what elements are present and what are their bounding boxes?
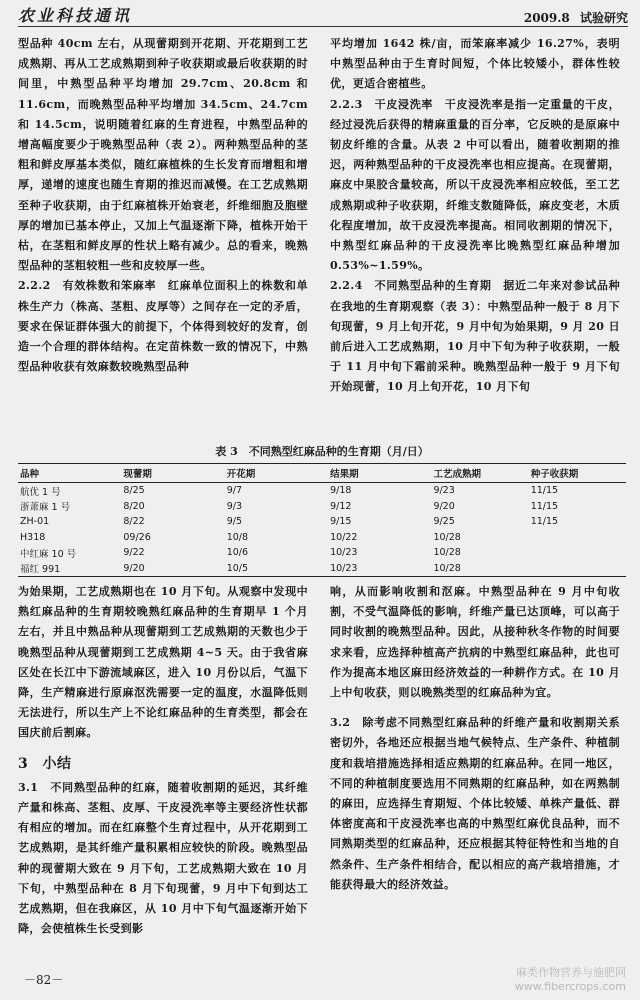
table-cell: 10/23 (330, 547, 358, 559)
journal-title: 农业科技通讯 (18, 6, 133, 25)
column-header: 工艺成熟期 (431, 464, 528, 483)
column-header: 现蕾期 (121, 464, 224, 483)
table-cell: 10/28 (431, 561, 528, 577)
paragraph: 平均增加 1642 株/亩，而笨麻率减少 16.27%，表明中熟型品种由于生育时间短，个体比较矮小，群体性较优，更适合密植些。 (330, 37, 620, 91)
table-cell: 中红麻 10 号 (20, 548, 77, 560)
table-cell (529, 561, 626, 577)
section-name: 试验研究 (579, 11, 628, 25)
watermark-text: 麻类作物营养与施肥网 (516, 966, 626, 979)
table-cell: 10/8 (226, 531, 249, 543)
table-cell: 9/12 (330, 500, 352, 512)
left-column-top (18, 34, 308, 377)
table-cell: 11/15 (530, 500, 559, 512)
column-header: 开花期 (225, 464, 328, 483)
table-cell: 航优 1 号 (20, 486, 61, 498)
table-cell: 9/20 (433, 500, 455, 512)
table-cell: H318 (20, 531, 46, 543)
paragraph: 响，从而影响收割和沤麻。中熟型品种在 9 月中旬收割，不受气温降低的影响，纤维产量已达顶峰，可以高于同时收割的晚熟型品种。因此，从接种秋冬作物的时间要求来看，应选择种植高产抗病的中熟型红麻品种，此也可作为提高本地区麻田经济效益的一种耕作方式。在 10 月上中旬收获，则以晚熟类型的红麻品种为宜。 (330, 585, 620, 700)
table-cell: 8/25 (123, 485, 145, 497)
watermark-url: www.fibercrops.com (514, 980, 626, 993)
table-cell: 9/3 (226, 500, 243, 512)
column-header: 结果期 (328, 464, 431, 483)
table-cell: 9/25 (433, 516, 455, 528)
table-cell: 浙萧麻 1 号 (20, 502, 71, 514)
paragraph: 3.2 除考虑不同熟型红麻品种的纤维产量和收割期关系密切外，各地还应根据当地气候特点、生产条件、种植制度和栽培措施选择相适应熟期的红麻品种。在同一地区，不同的种植制度要选用不同熟期的红麻品种，如在两熟制的麻田，应选择生育期短、个体比较矮、单株产量低、群体密度高和干皮浸洗率也高的中熟型红麻优良品种，而不同熟期类型的红麻品种，还应根据其特征特性和当地的自然条件、生产条件相结合，配以相应的高产栽培措施，才能获得最大的经济效益。 (330, 716, 620, 891)
table-cell: 9/7 (226, 485, 243, 497)
table-cell: 10/23 (328, 561, 431, 577)
paragraph: 2.2.3 干皮浸洗率 干皮浸洗率是指一定重量的干皮，经过浸洗后获得的精麻重量的百分率，它反映的是原麻中韧皮纤维的含量。从表 2 中可以看出，随着收割期的推迟，两种熟型品种的干皮浸洗率也相应提高。在现蕾期，麻皮中果胶含量较高，所以干皮浸洗率相应较低，至工艺成熟期或种子收获期，纤维支数随降低，麻皮变老，木质化程度增加，故干皮浸洗率提高。相同收割期的情况下，中熟型红麻品种的干皮浸洗率比晚熟型红麻品种增加 0.53%~1.59%。 (330, 97, 620, 273)
table-cell: 10/5 (225, 561, 328, 577)
page-header (18, 4, 628, 27)
table-cell: 9/18 (330, 485, 352, 497)
table-cell: 11/15 (530, 516, 559, 528)
table-cell: 11/15 (530, 485, 559, 497)
table-cell (529, 530, 626, 546)
issue-number: 2009.8 (523, 11, 570, 25)
table-cell: 9/22 (123, 547, 145, 559)
table-row (18, 545, 626, 561)
paragraph: 型品种 40cm 左右，从现蕾期到开花期、开花期到工艺成熟期、再从工艺成熟期到种子收获期或最后收获期的时间里，中熟型品种平均增加 29.7cm、20.8cm 和 11.6cm，而晚熟型品种平均增加 34.5cm、24.7cm 和 14.5cm，说明随着红麻的生育进程，中熟型品种的增高幅度要少于晚熟型品种（表 2）。两种熟型品种的茎粗和鲜皮厚基本类似，随红麻植株的生长发育而增粗和增厚，递增的速度也随生育期的推迟而减慢。在工艺成熟期至种子收获期，由于红麻植株开始衰老，纤维细胞及胞壁厚的增加已基本停止，又加上气温逐渐下降，植株开始干枯，在茎粗和鲜皮厚的性状上略有减少。总的看来，晚熟型品种的茎粗较粗一些和皮较厚一些。 (18, 37, 308, 273)
column-header: 品种 (18, 464, 121, 483)
table-cell: 10/6 (226, 547, 249, 559)
table-3 (18, 443, 626, 577)
table-cell (529, 545, 626, 561)
header-right (518, 9, 628, 26)
table-row (18, 530, 626, 546)
growth-period-table (18, 463, 626, 577)
left-column-bottom (18, 582, 308, 939)
page-number: －82－ (24, 973, 64, 987)
table-cell: 8/22 (123, 516, 145, 528)
right-column-top (330, 34, 620, 398)
table-body (18, 483, 626, 577)
table-cell: 9/20 (121, 561, 224, 577)
paragraph: 为始果期，工艺成熟期也在 10 月下旬。从观察中发现中熟红麻品种的生育期较晚熟红麻品种的生育期早 1 个月左右，并且中熟品种从现蕾期到工艺成熟期的天数也少于晚熟型品种从现蕾期到工艺成熟期 4~5 天。由于我省麻区处在长江中下游流域麻区，进入 10 月份以后，气温下降，生产精麻进行原麻沤洗需要一定的温度，水温降低则无法进行，所以生产上不论红麻品种的生育类型，都会在国庆前后割麻。 (18, 585, 308, 740)
table-header-row (18, 464, 626, 483)
right-column-bottom (330, 582, 620, 895)
table-cell: 9/5 (226, 516, 243, 528)
table-row (18, 514, 626, 530)
table-row (18, 483, 626, 499)
table-cell: 8/20 (123, 500, 145, 512)
watermark (515, 966, 626, 994)
table-title: 表 3 不同熟型红麻品种的生育期（月/日） (215, 445, 429, 458)
table-row (18, 499, 626, 515)
table-row (18, 561, 626, 577)
table-cell: 9/23 (433, 485, 455, 497)
table-cell: ZH-01 (20, 516, 50, 528)
paragraph: 2.2.4 不同熟型品种的生育期 据近二年来对参试品种在我地的生育期观察（表 3）：中熟型品种一般于 8 月下旬现蕾，9 月上旬开花，9 月中旬为始果期，9 月 20 日前后进入工艺成熟期，10 月中下旬为种子收获期，一般于 11 月中旬下霜前采种。晚熟型品种一般于 9 月下旬开始现蕾，10 月上旬开花，10 月下旬 (330, 279, 620, 394)
table-cell: 9/15 (330, 516, 352, 528)
section-heading: 3 小结 (18, 755, 72, 772)
table-cell: 10/28 (433, 547, 461, 559)
paragraph: 2.2.2 有效株数和笨麻率 红麻单位面积上的株数和单株生产力（株高、茎粗、皮厚等）之间存在一定的矛盾，要求在保证群体强大的前提下，个体得到较好的发育，创造一个合理的群体结构。在定苗株数一致的情况下，中熟型品种收获有效麻数较晚熟型品种 (18, 279, 308, 374)
table-cell: 10/28 (433, 531, 461, 543)
table-cell: 福红 991 (18, 561, 121, 577)
table-cell: 10/22 (330, 531, 358, 543)
paragraph: 3.1 不同熟型品种的红麻，随着收割期的延迟，其纤维产量和株高、茎粗、皮厚、干皮浸洗率等主要经济性状都有相应的增加。而在红麻整个生育过程中，从开花期到工艺成熟期，是其纤维产量积累相应较快的阶段。晚熟型品种的现蕾期大致在 9 月下旬，工艺成熟期大致在 10 月下旬，中熟型品种在 8 月下旬现蕾，9 月中下旬到达工艺成熟期，但在我麻区，从 10 月中下旬气温逐渐开始下降，会使植株生长受到影 (18, 780, 308, 936)
table-cell: 09/26 (123, 531, 151, 543)
column-header: 种子收获期 (529, 464, 626, 483)
